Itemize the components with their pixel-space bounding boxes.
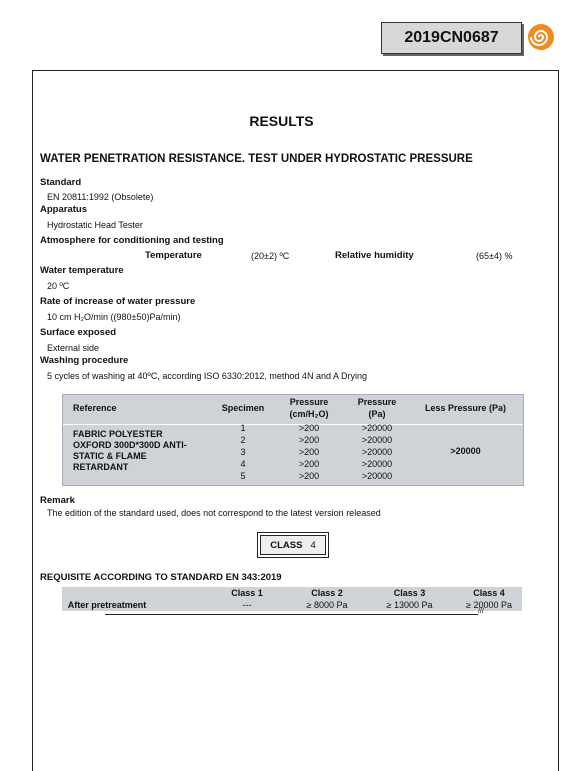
results-table [62, 394, 524, 486]
reference-line: FABRIC POLYESTER [73, 429, 163, 439]
reference-line: RETARDANT [73, 462, 129, 472]
pressure-pa-cell: >20000 [361, 435, 393, 445]
washing-label: Washing procedure [40, 355, 129, 366]
requisite-row-label: After pretreatment [67, 600, 147, 610]
class-label: CLASS [270, 539, 303, 551]
specimen-cell: 4 [240, 459, 246, 469]
humidity-label: Relative humidity [335, 250, 414, 261]
pressure-pa-cell: >20000 [361, 459, 393, 469]
less-pressure-value: >20000 [450, 446, 481, 456]
pressure-cm-cell: >200 [298, 471, 320, 481]
water-temperature-value: 20 ºC [47, 281, 70, 291]
requisite-header: Class 1 [231, 588, 263, 598]
specimen-cell: 1 [240, 423, 246, 433]
header-pressure-cm-unit: (cm/H₂O) [289, 409, 329, 419]
end-line [105, 614, 478, 615]
apparatus-label: Apparatus [40, 204, 87, 215]
header-reference: Reference [73, 403, 117, 413]
atmosphere-label: Atmosphere for conditioning and testing [40, 235, 224, 246]
header-pressure-pa: Pressure [357, 397, 397, 407]
class-result-box [257, 532, 329, 558]
surface-value: External side [47, 343, 100, 353]
surface-label: Surface exposed [40, 327, 117, 338]
humidity-value: (65±4) % [476, 251, 513, 261]
pressure-pa-cell: >20000 [361, 423, 393, 433]
requisite-header: Class 3 [393, 588, 426, 598]
reference-line: STATIC & FLAME [73, 451, 147, 461]
report-number: 2019CN0687 [404, 29, 499, 46]
end-mark: /// [478, 608, 484, 615]
requisite-value: --- [242, 600, 252, 610]
header-less-pressure: Less Pressure (Pa) [424, 403, 507, 413]
header-pressure-pa-unit: (Pa) [368, 409, 386, 419]
temperature-label: Temperature [145, 250, 202, 261]
class-value: 4 [310, 539, 316, 551]
standard-value: EN 20811:1992 (Obsolete) [47, 192, 154, 202]
requisite-header: Class 2 [311, 588, 343, 598]
standard-label: Standard [40, 177, 82, 188]
pressure-pa-cell: >20000 [361, 447, 393, 457]
temperature-value: (20±2) ºC [251, 251, 290, 261]
header-pressure-cm: Pressure [289, 397, 329, 407]
specimen-cell: 5 [240, 471, 246, 481]
pressure-pa-cell: >20000 [361, 471, 393, 481]
requisite-table [62, 587, 522, 611]
specimen-cell: 3 [240, 447, 246, 457]
washing-value: 5 cycles of washing at 40ºC, according ISO 6330:2012, method 4N and A Drying [47, 371, 367, 381]
requisite-header: Class 4 [473, 588, 505, 598]
remark-value: The edition of the standard used, does not correspond to the latest version released [47, 508, 381, 518]
requisite-title: REQUISITE ACCORDING TO STANDARD EN 343:2019 [40, 572, 282, 583]
report-number-box [381, 22, 522, 54]
pressure-cm-cell: >200 [298, 423, 320, 433]
orange-spiral-logo-icon [527, 23, 555, 51]
specimen-cell: 2 [240, 435, 246, 445]
rate-label: Rate of increase of water pressure [40, 296, 196, 307]
requisite-value: ≥ 20000 Pa [466, 600, 512, 610]
rate-value: 10 cm H₂O/min ((980±50)Pa/min) [47, 312, 181, 322]
test-title: WATER PENETRATION RESISTANCE. TEST UNDER HYDROSTATIC PRESSURE [40, 153, 473, 165]
remark-label: Remark [40, 495, 75, 506]
pressure-cm-cell: >200 [298, 435, 320, 445]
pressure-cm-cell: >200 [298, 459, 320, 469]
requisite-value: ≥ 8000 Pa [306, 600, 348, 610]
water-temperature-label: Water temperature [40, 265, 124, 276]
page-title: RESULTS [249, 113, 314, 129]
requisite-value: ≥ 13000 Pa [386, 600, 433, 610]
header-specimen: Specimen [221, 403, 265, 413]
pressure-cm-cell: >200 [298, 447, 320, 457]
apparatus-value: Hydrostatic Head Tester [47, 220, 143, 230]
reference-line: OXFORD 300D*300D ANTI- [73, 440, 187, 450]
